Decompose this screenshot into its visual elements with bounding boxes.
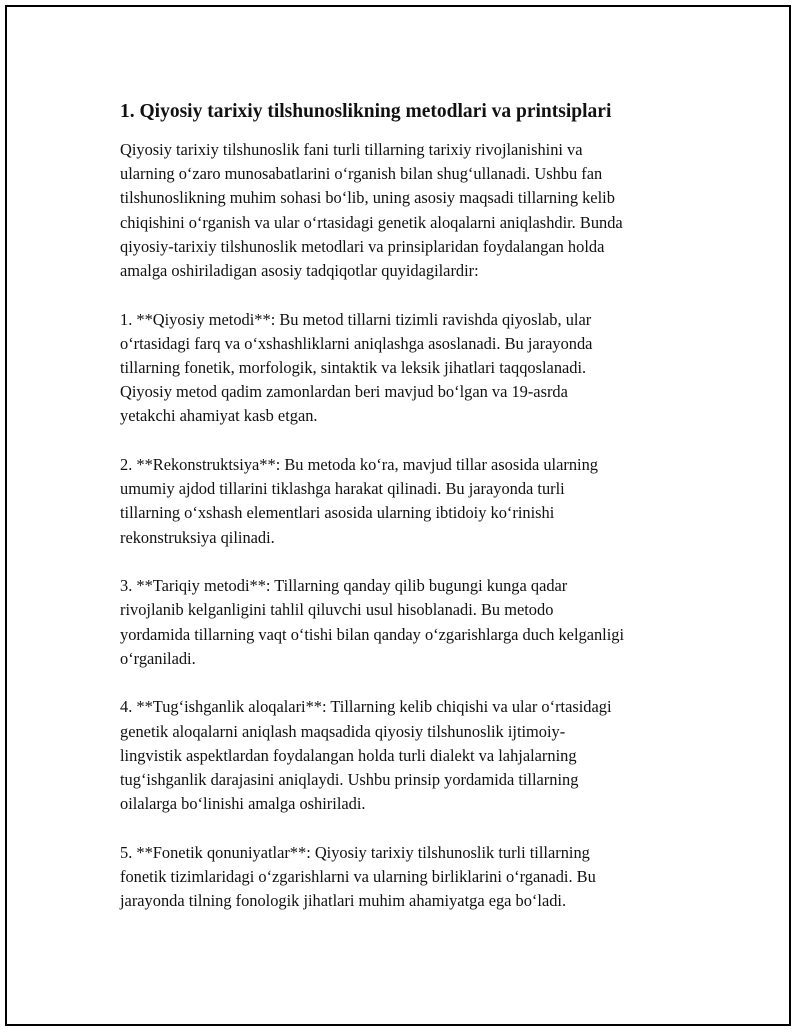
text-line: oilalarga bo‘linishi amalga oshiriladi. [120,794,366,814]
list-item-2-paragraph [120,453,680,550]
intro-paragraph [120,138,680,283]
list-item-1-paragraph [120,308,680,429]
text-line: genetik aloqalarni aniqlash maqsadida qiyosiy tilshunoslik ijtimoiy- [120,721,566,741]
list-item-5-paragraph [120,841,680,914]
text-line: tillarning o‘xshash elementlari asosida ularning ibtidoiy ko‘rinishi [120,503,555,523]
text-line: 5. **Fonetik qonuniyatlar**: Qiyosiy tarixiy tilshunoslik turli tillarning [120,842,590,862]
text-line: Qiyosiy tarixiy tilshunoslik fani turli tillarning tarixiy rivojlanishini va [120,140,583,159]
list-item-4-paragraph [120,695,680,816]
list-item-3-paragraph [120,574,680,671]
text-line: umumiy ajdod tillarini tiklashga harakat qilinadi. Bu jarayonda turli [120,479,565,499]
text-line: o‘rganiladi. [120,648,196,668]
text-line: ularning o‘zaro munosabatlarini o‘rganish bilan shug‘ullanadi. Ushbu fan [120,164,603,184]
text-line: fonetik tizimlaridagi o‘zgarishlarni va ularning birliklarini o‘rganadi. Bu [120,867,596,887]
text-line: 1. **Qiyosiy metodi**: Bu metod tillarni tizimli ravishda qiyoslab, ular [120,309,592,329]
text-line: 4. **Tug‘ishganlik aloqalari**: Tillarning kelib chiqishi va ular o‘rtasidagi [120,697,612,717]
page-frame [5,5,791,1026]
text-line: chiqishini o‘rganish va ular o‘rtasidagi genetik aloqalarni aniqlashdir. Bunda [120,212,623,232]
text-line: jarayonda tilning fonologik jihatlari muhim ahamiyatga ega bo‘ladi. [120,891,567,911]
page-title: 1. Qiyosiy tarixiy tilshunoslikning metodlari va printsiplari [120,101,612,122]
text-line: qiyosiy-tarixiy tilshunoslik metodlari va prinsiplaridan foydalangan holda [120,236,605,256]
text-line: yetakchi ahamiyat kasb etgan. [120,406,318,426]
text-line: lingvistik aspektlardan foydalangan holda turli dialekt va lahjalarning [120,745,577,765]
text-line: tilshunoslikning muhim sohasi bo‘lib, uning asosiy maqsadi tillarning kelib [120,188,615,208]
text-line: 3. **Tariqiy metodi**: Tillarning qanday qilib bugungi kunga qadar [120,576,568,596]
text-line: tillarning fonetik, morfologik, sintaktik va leksik jihatlari taqqoslanadi. [120,358,587,378]
text-line: amalga oshiriladigan asosiy tadqiqotlar quyidagilardir: [120,261,479,281]
text-line: yordamida tillarning vaqt o‘tishi bilan qanday o‘zgarishlarga duch kelganligi [120,624,625,644]
text-line: o‘rtasidagi farq va o‘xshashliklarni aniqlashga asoslanadi. Bu jarayonda [120,333,593,353]
page-content [120,99,680,938]
text-line: tug‘ishganlik darajasini aniqlaydi. Ushbu prinsip yordamida tillarning [120,770,579,790]
text-line: 2. **Rekonstruktsiya**: Bu metoda ko‘ra, mavjud tillar asosida ularning [120,455,598,475]
text-line: Qiyosiy metod qadim zamonlardan beri mavjud bo‘lgan va 19-asrda [120,382,568,402]
text-line: rivojlanib kelganligini tahlil qiluvchi usul hisoblanadi. Bu metodo [120,600,554,620]
text-line: rekonstruksiya qilinadi. [120,527,275,547]
